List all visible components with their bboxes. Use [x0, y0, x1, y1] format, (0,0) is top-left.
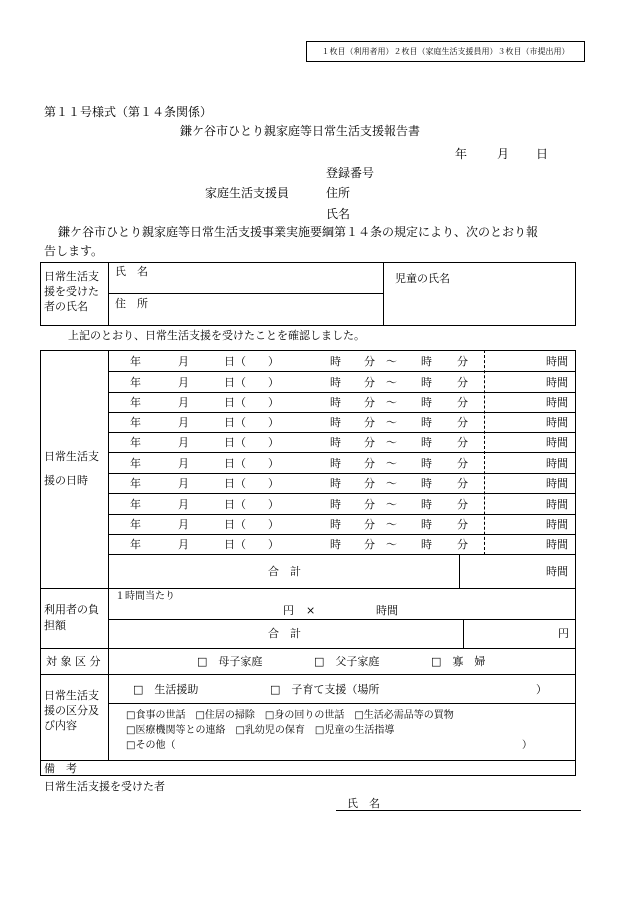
schedule-end-hour-label: 時 [421, 518, 432, 531]
copy-distribution-note: １枚目（利用者用）２枚目（家庭生活支援員用）３枚目（市提出用） [306, 41, 585, 62]
schedule-day-label: 日（ ） [224, 538, 279, 551]
schedule-tilde-label: ～ [386, 538, 397, 551]
schedule-day-label: 日（ ） [224, 498, 279, 511]
schedule-start-minute-label: 分 [364, 498, 375, 511]
support-childcare-close: ） [536, 683, 547, 696]
registration-number-label: 登録番号 [326, 166, 375, 180]
schedule-start-hour-label: 時 [330, 538, 341, 551]
schedule-end-hour-label: 時 [421, 396, 432, 409]
schedule-year-label: 年 [130, 436, 141, 449]
schedule-end-minute-label: 分 [457, 518, 468, 531]
schedule-year-label: 年 [130, 457, 141, 470]
burden-times-label: × [306, 604, 316, 617]
schedule-end-minute-label: 分 [457, 376, 468, 389]
schedule-end-hour-label: 時 [421, 355, 432, 368]
schedule-day-label: 日（ ） [224, 457, 279, 470]
burden-yen-label: 円 [283, 604, 294, 617]
support-detail-close: ） [522, 740, 532, 751]
footer-recipient-label: 日常生活支援を受けた者 [44, 780, 165, 793]
form-number: 第１１号様式（第１４条関係） [44, 105, 213, 119]
schedule-start-minute-label: 分 [364, 518, 375, 531]
schedule-hours-label: 時間 [546, 355, 568, 368]
schedule-year-label: 年 [130, 416, 141, 429]
schedule-end-minute-label: 分 [457, 355, 468, 368]
schedule-end-hour-label: 時 [421, 416, 432, 429]
schedule-tilde-label: ～ [386, 355, 397, 368]
schedule-start-hour-label: 時 [330, 416, 341, 429]
schedule-year-label: 年 [130, 518, 141, 531]
recipient-address-label: 住 所 [115, 297, 148, 310]
intro-text-line1: 鎌ケ谷市ひとり親家庭等日常生活支援事業実施要綱第１４条の規定により、次のとおり報 [58, 225, 539, 239]
schedule-month-label: 月 [178, 416, 189, 429]
schedule-start-minute-label: 分 [364, 477, 375, 490]
schedule-hours-label: 時間 [546, 436, 568, 449]
helper-label: 家庭生活支援員 [205, 186, 290, 200]
support-detail-line2[interactable]: □医療機関等との連絡 □乳幼児の保育 □児童の生活指導 [126, 725, 395, 736]
schedule-day-label: 日（ ） [224, 436, 279, 449]
support-detail-line3[interactable]: □その他（ [126, 740, 176, 751]
support-header-line2: 援の区分及 [44, 704, 99, 717]
schedule-tilde-label: ～ [386, 436, 397, 449]
schedule-start-minute-label: 分 [364, 538, 375, 551]
intro-text-line2: 告します。 [44, 244, 104, 258]
category-label: 対 象 区 分 [46, 655, 101, 668]
helper-address-label: 住所 [326, 186, 351, 200]
schedule-year-label: 年 [130, 477, 141, 490]
schedule-start-hour-label: 時 [330, 436, 341, 449]
schedule-day-label: 日（ ） [224, 355, 279, 368]
schedule-end-minute-label: 分 [457, 416, 468, 429]
schedule-hours-label: 時間 [546, 498, 568, 511]
schedule-end-hour-label: 時 [421, 436, 432, 449]
schedule-end-hour-label: 時 [421, 457, 432, 470]
schedule-year-label: 年 [130, 396, 141, 409]
schedule-year-label: 年 [130, 498, 141, 511]
schedule-year-label: 年 [130, 355, 141, 368]
per-hour-label: １時間当たり [115, 591, 175, 602]
schedule-total-label: 合 計 [268, 565, 301, 578]
recipient-name-label: 氏 名 [115, 265, 148, 278]
support-header-line1: 日常生活支 [44, 689, 99, 702]
schedule-start-minute-label: 分 [364, 436, 375, 449]
schedule-month-label: 月 [178, 498, 189, 511]
burden-header-line1: 利用者の負 [44, 603, 99, 616]
schedule-hours-label: 時間 [546, 538, 568, 551]
schedule-total-unit: 時間 [546, 565, 568, 578]
schedule-start-hour-label: 時 [330, 498, 341, 511]
schedule-end-hour-label: 時 [421, 477, 432, 490]
schedule-tilde-label: ～ [386, 518, 397, 531]
schedule-month-label: 月 [178, 376, 189, 389]
category-option-widow[interactable]: □ 寡 婦 [431, 655, 486, 668]
schedule-month-label: 月 [178, 518, 189, 531]
recipient-header-line2: 援を受けた [44, 285, 99, 298]
child-name-label: 児童の氏名 [395, 272, 450, 285]
schedule-tilde-label: ～ [386, 457, 397, 470]
schedule-start-minute-label: 分 [364, 416, 375, 429]
schedule-tilde-label: ～ [386, 498, 397, 511]
support-detail-line1[interactable]: □食事の世話 □住居の掃除 □身の回りの世話 □生活必需品等の買物 [126, 710, 454, 721]
schedule-hours-label: 時間 [546, 416, 568, 429]
confirmation-text: 上記のとおり、日常生活支援を受けたことを確認しました。 [68, 329, 365, 342]
schedule-end-minute-label: 分 [457, 477, 468, 490]
category-option-single-father[interactable]: □ 父子家庭 [314, 655, 380, 668]
schedule-end-minute-label: 分 [457, 436, 468, 449]
schedule-start-minute-label: 分 [364, 457, 375, 470]
schedule-tilde-label: ～ [386, 416, 397, 429]
schedule-day-label: 日（ ） [224, 416, 279, 429]
support-option-living[interactable]: □ 生活援助 [133, 683, 199, 696]
schedule-day-label: 日（ ） [224, 376, 279, 389]
schedule-month-label: 月 [178, 355, 189, 368]
schedule-month-label: 月 [178, 538, 189, 551]
schedule-tilde-label: ～ [386, 396, 397, 409]
date-day-label: 日 [536, 147, 549, 161]
burden-header-line2: 担額 [44, 619, 66, 632]
schedule-hours-label: 時間 [546, 518, 568, 531]
schedule-start-minute-label: 分 [364, 396, 375, 409]
schedule-year-label: 年 [130, 376, 141, 389]
schedule-end-minute-label: 分 [457, 396, 468, 409]
recipient-header-line1: 日常生活支 [44, 270, 99, 283]
schedule-end-minute-label: 分 [457, 457, 468, 470]
schedule-start-hour-label: 時 [330, 396, 341, 409]
schedule-header-line1: 日常生活支 [44, 450, 99, 463]
schedule-hours-label: 時間 [546, 477, 568, 490]
schedule-year-label: 年 [130, 538, 141, 551]
support-option-childcare[interactable]: □ 子育て支援（場所 [270, 683, 380, 696]
helper-name-label: 氏名 [326, 207, 351, 221]
schedule-end-hour-label: 時 [421, 538, 432, 551]
schedule-hours-label: 時間 [546, 376, 568, 389]
schedule-month-label: 月 [178, 396, 189, 409]
category-option-single-mother[interactable]: □ 母子家庭 [197, 655, 263, 668]
schedule-start-minute-label: 分 [364, 355, 375, 368]
recipient-header-line3: 者の氏名 [44, 300, 88, 313]
schedule-tilde-label: ～ [386, 376, 397, 389]
burden-total-unit: 円 [558, 627, 569, 640]
schedule-start-hour-label: 時 [330, 477, 341, 490]
signature-name-label: 氏 名 [347, 797, 380, 810]
schedule-month-label: 月 [178, 477, 189, 490]
schedule-start-hour-label: 時 [330, 355, 341, 368]
date-month-label: 月 [497, 147, 510, 161]
schedule-start-hour-label: 時 [330, 457, 341, 470]
schedule-hours-label: 時間 [546, 457, 568, 470]
schedule-day-label: 日（ ） [224, 396, 279, 409]
schedule-day-label: 日（ ） [224, 477, 279, 490]
schedule-end-hour-label: 時 [421, 498, 432, 511]
support-header-line3: び内容 [44, 719, 77, 732]
page-title: 鎌ケ谷市ひとり親家庭等日常生活支援報告書 [180, 124, 421, 138]
schedule-month-label: 月 [178, 457, 189, 470]
schedule-day-label: 日（ ） [224, 518, 279, 531]
schedule-start-hour-label: 時 [330, 518, 341, 531]
schedule-start-minute-label: 分 [364, 376, 375, 389]
burden-hours-label: 時間 [376, 604, 398, 617]
schedule-end-hour-label: 時 [421, 376, 432, 389]
schedule-tilde-label: ～ [386, 477, 397, 490]
remarks-label: 備 考 [44, 762, 77, 775]
schedule-end-minute-label: 分 [457, 538, 468, 551]
date-year-label: 年 [455, 147, 468, 161]
burden-total-label: 合 計 [268, 627, 301, 640]
schedule-end-minute-label: 分 [457, 498, 468, 511]
schedule-start-hour-label: 時 [330, 376, 341, 389]
schedule-header-line2: 援の日時 [44, 474, 88, 487]
schedule-month-label: 月 [178, 436, 189, 449]
signature-line[interactable] [336, 810, 581, 811]
schedule-hours-label: 時間 [546, 396, 568, 409]
